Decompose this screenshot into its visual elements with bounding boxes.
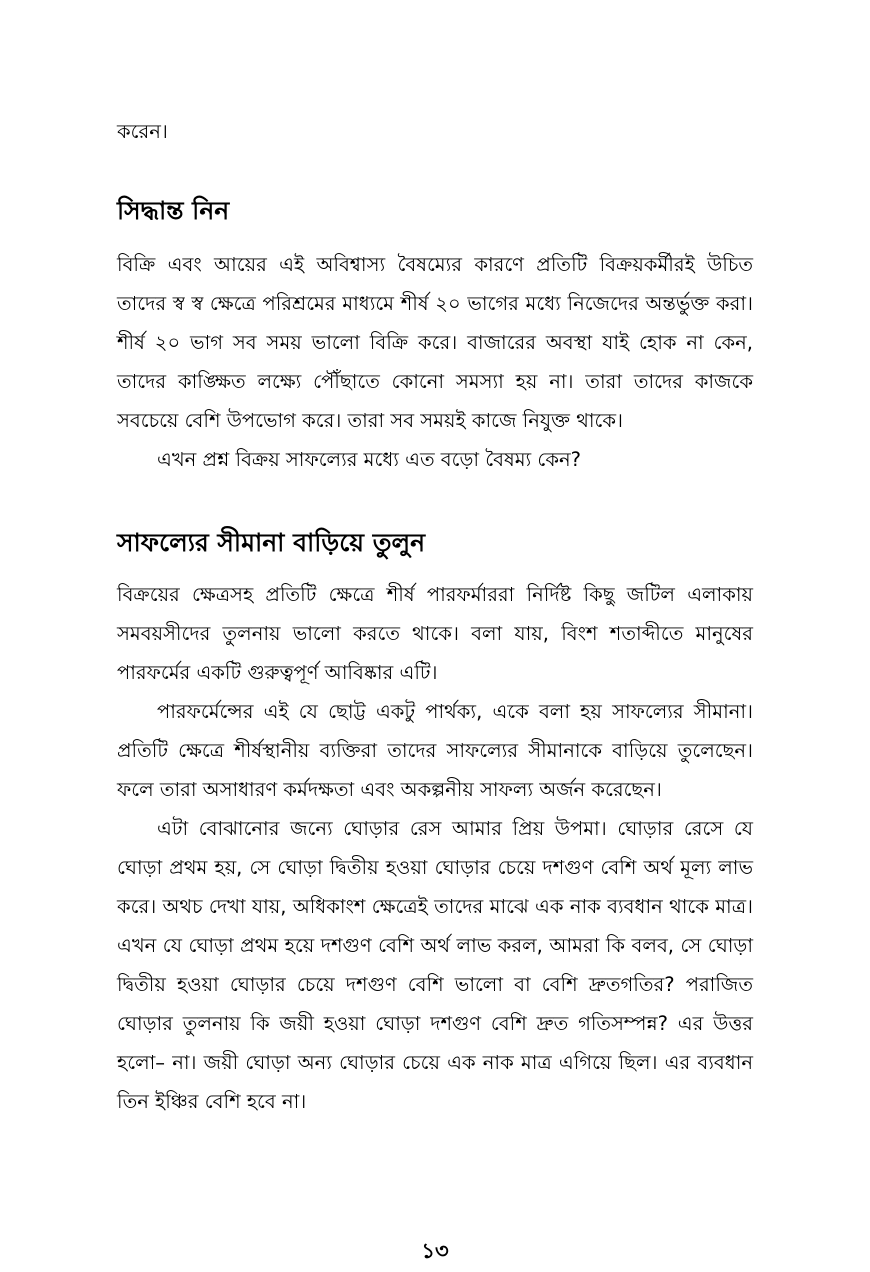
page-body: [117, 112, 753, 1121]
paragraph: বিক্রয়ের ক্ষেত্রসহ প্রতিটি ক্ষেত্রে শীর্ষ পারফর্মাররা নির্দিষ্ট কিছু জটিল এলাকায় সমবয়সীদের তুলনায় ভালো করতে থাকে। বলা যায়, বিংশ শতাব্দীতে মানুষের পারফর্মের একটি গুরুত্বপূর্ণ আবিষ্কার এটি।: [117, 583, 753, 684]
paragraph: এখন প্রশ্ন বিক্রয় সাফল্যের মধ্যে এত বড়ো বৈষম্য কেন?: [157, 448, 581, 471]
section-heading-decide: সিদ্ধান্ত নিন: [117, 196, 230, 225]
intro-line: করেন।: [117, 120, 168, 143]
paragraph: বিক্রি এবং আয়ের এই অবিশ্বাস্য বৈষম্যের কারণে প্রতিটি বিক্রয়কর্মীরই উচিত তাদের স্ব স্ব ক্ষেত্রে পরিশ্রমের মাধ্যমে শীর্ষ ২০ ভাগের মধ্যে নিজেদের অন্তর্ভুক্ত করা। শীর্ষ ২০ ভাগ সব সময় ভালো বিক্রি করে। বাজারের অবস্থা যাই হোক না কেন, তাদের কাঙ্ক্ষিত লক্ষ্যে পৌঁছাতে কোনো সমস্যা হয় না। তারা তাদের কাজকে সবচেয়ে বেশি উপভোগ করে। তারা সব সময়ই কাজে নিযুক্ত থাকে।: [117, 253, 753, 432]
paragraph: এটা বোঝানোর জন্যে ঘোড়ার রেস আমার প্রিয় উপমা। ঘোড়ার রেসে যে ঘোড়া প্রথম হয়, সে ঘোড়া দ্বিতীয় হওয়া ঘোড়ার চেয়ে দশগুণ বেশি অর্থ মূল্য লাভ করে। অথচ দেখা যায়, অধিকাংশ ক্ষেত্রেই তাদের মাঝে এক নাক ব্যবধান থাকে মাত্র। এখন যে ঘোড়া প্রথম হয়ে দশগুণ বেশি অর্থ লাভ করল, আমরা কি বলব, সে ঘোড়া দ্বিতীয় হওয়া ঘোড়ার চেয়ে দশগুণ বেশি ভালো বা বেশি দ্রুতগতির? পরাজিত ঘোড়ার তুলনায় কি জয়ী হওয়া ঘোড়া দশগুণ বেশি দ্রুত গতিসম্পন্ন? এর উত্তর হলো– না। জয়ী ঘোড়া অন্য ঘোড়ার চেয়ে এক নাক মাত্র এগিয়ে ছিল। এর ব্যবধান তিন ইঞ্চির বেশি হবে না।: [117, 817, 753, 1113]
page-number: ১৩: [421, 1239, 449, 1263]
paragraph: পারফর্মেন্সের এই যে ছোট্ট একটু পার্থক্য, একে বলা হয় সাফল্যের সীমানা। প্রতিটি ক্ষেত্রে শীর্ষস্থানীয় ব্যক্তিরা তাদের সাফল্যের সীমানাকে বাড়িয়ে তুলেছেন। ফলে তারা অসাধারণ কর্মদক্ষতা এবং অকল্পনীয় সাফল্য অর্জন করেছেন।: [117, 700, 753, 801]
section-heading-success-edge: সাফল্যের সীমানা বাড়িয়ে তুলুন: [117, 528, 426, 557]
